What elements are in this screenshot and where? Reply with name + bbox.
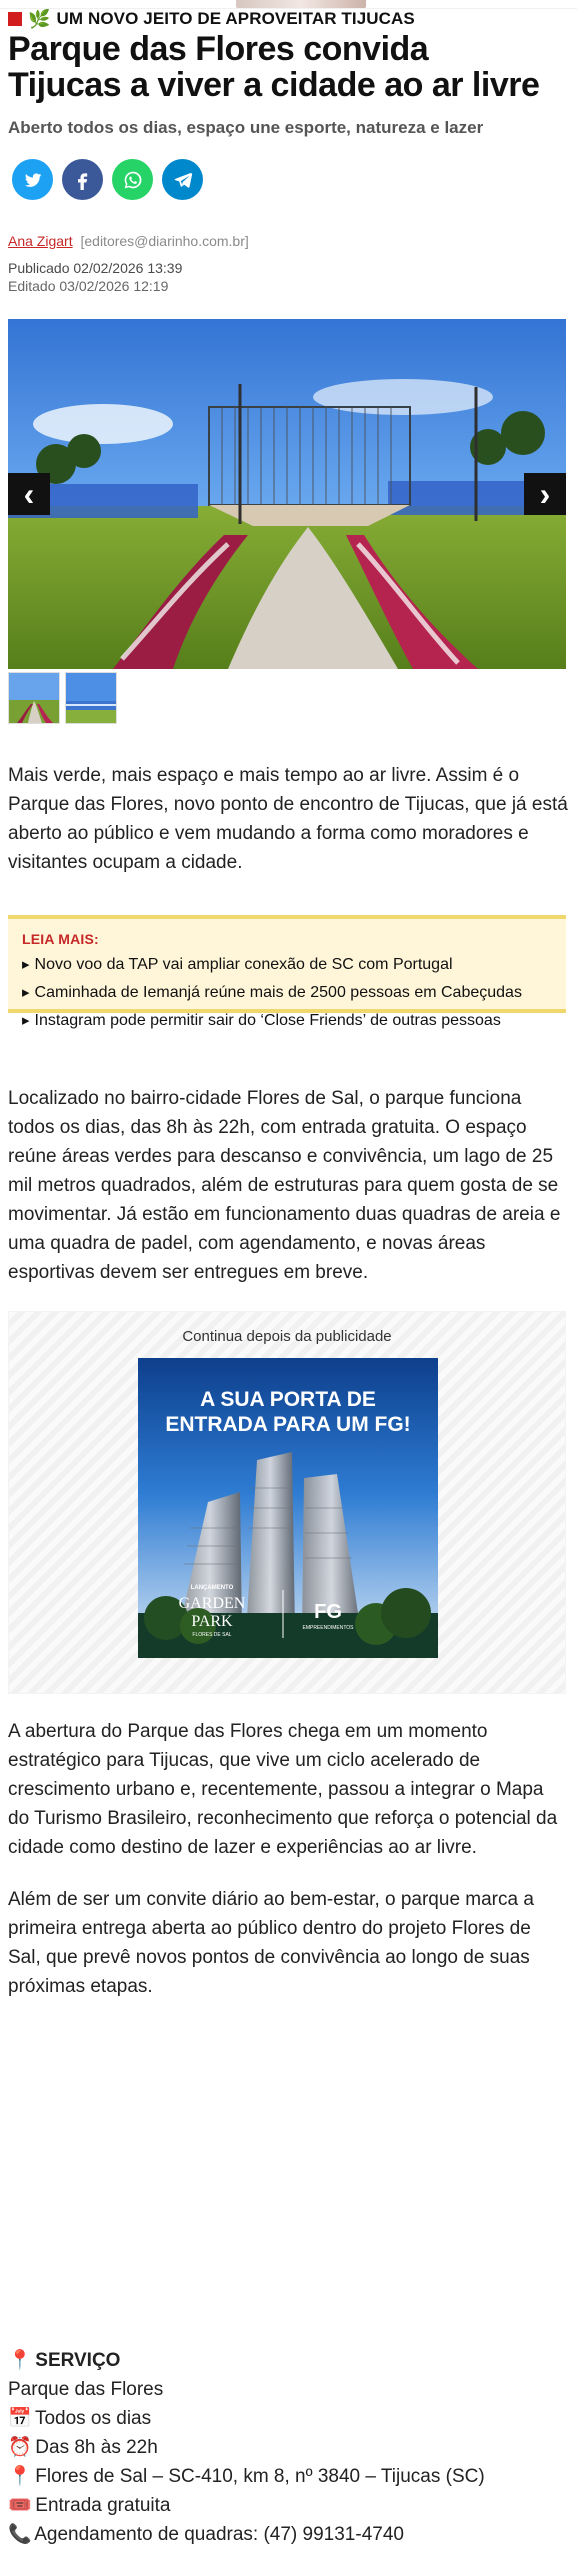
building-ad-image bbox=[138, 1358, 438, 1658]
triangle-right-icon: ▸ bbox=[22, 956, 30, 973]
whatsapp-icon bbox=[123, 170, 143, 190]
related-links-box bbox=[8, 915, 566, 1029]
related-link-text: Caminhada de Iemanjá reúne mais de 2500 pessoas em Cabeçudas bbox=[34, 984, 522, 1001]
service-info bbox=[8, 2346, 548, 2549]
related-links-title: LEIA MAIS: bbox=[22, 931, 99, 947]
telegram-share-button[interactable] bbox=[162, 159, 203, 200]
triangle-right-icon: ▸ bbox=[22, 984, 30, 1001]
author-email: [editores@diarinho.com.br] bbox=[80, 233, 249, 249]
facebook-icon bbox=[73, 170, 93, 190]
ad-logo-sub: EMPREENDIMENTOS bbox=[302, 1625, 354, 1631]
whatsapp-share-button[interactable] bbox=[112, 159, 153, 200]
thumbnail-image bbox=[66, 673, 116, 723]
gallery-thumbnails bbox=[8, 672, 117, 724]
phone-icon: 📞 bbox=[8, 2524, 32, 2545]
article-paragraph: A abertura do Parque das Flores chega em um momento estratégico para Tijucas, que vive um ciclo acelerado de crescimento urbano e, recentemente, passou a integrar o Mapa do Turismo Brasileiro, reconhecimento que reforça o potencial da cidade como destino de lazer e experiências ao ar livre. bbox=[8, 1721, 558, 1858]
pin-icon: 📍 bbox=[8, 2350, 32, 2371]
service-name: Parque das Flores bbox=[8, 2379, 164, 2400]
ad-brand-tag: FLORES DE SAL bbox=[192, 1632, 232, 1638]
pin-icon: 📍 bbox=[8, 2466, 32, 2487]
kicker bbox=[8, 9, 415, 29]
service-days: Todos os dias bbox=[34, 2408, 152, 2429]
article-paragraph: Localizado no bairro-cidade Flores de Sal, o parque funciona todos os dias, das 8h às 22h, com entrada gratuita. O espaço reúne áreas verdes para descanso e convivência, um lago de 25 mil metros quadrados, além de estruturas para quem gosta de se movimentar. Já estão em funcionamento duas quadras de areia e uma quadra de padel, com agendamento, e novas áreas esportivas devem ser entregues em breve. bbox=[8, 1088, 561, 1283]
related-link[interactable] bbox=[22, 1011, 552, 1031]
related-link-text: Instagram pode permitir sair do ‘Close Friends’ de outras pessoas bbox=[34, 1012, 501, 1029]
service-address: Flores de Sal – SC-410, km 8, nº 3840 – Tijucas (SC) bbox=[35, 2466, 485, 2487]
chevron-left-icon: ‹ bbox=[23, 476, 35, 512]
photo-gallery[interactable] bbox=[8, 319, 566, 669]
kicker-text: UM NOVO JEITO DE APROVEITAR TIJUCAS bbox=[56, 9, 415, 28]
calendar-icon: 📅 bbox=[8, 2408, 32, 2429]
service-hours: Das 8h às 22h bbox=[35, 2437, 158, 2458]
leaf-icon: 🌿 bbox=[28, 9, 51, 29]
twitter-icon bbox=[23, 170, 43, 190]
article-title: Parque das Flores convida Tijucas a viver a cidade ao ar livre bbox=[8, 30, 540, 104]
gallery-thumbnail[interactable] bbox=[65, 672, 117, 724]
triangle-right-icon: ▸ bbox=[22, 1012, 30, 1029]
ad-brand-line1: GARDEN bbox=[178, 1595, 246, 1612]
chevron-right-icon: › bbox=[539, 476, 551, 512]
ad-creative[interactable] bbox=[138, 1358, 438, 1658]
clock-icon: ⏰ bbox=[8, 2437, 32, 2458]
service-entry: Entrada gratuita bbox=[35, 2495, 171, 2516]
ad-headline-line1: A SUA PORTA DE bbox=[200, 1388, 376, 1411]
related-link[interactable] bbox=[22, 983, 552, 1003]
gallery-prev-button[interactable] bbox=[8, 473, 50, 515]
ad-label: Continua depois da publicidade bbox=[182, 1328, 392, 1345]
kicker-square-icon bbox=[8, 12, 22, 26]
article-paragraph: Além de ser um convite diário ao bem-estar, o parque marca a primeira entrega aberta ao público dentro do projeto Flores de Sal, que prevê novos pontos de convivência ao longo de suas próximas etapas. bbox=[8, 1889, 534, 1997]
service-phone: Agendamento de quadras: (47) 99131-4740 bbox=[34, 2524, 404, 2545]
ticket-icon: 🎟️ bbox=[8, 2495, 32, 2516]
thumbnail-image bbox=[9, 673, 59, 723]
published-date: Publicado 02/02/2026 13:39 bbox=[8, 260, 183, 276]
ad-brand-line2: PARK bbox=[191, 1613, 233, 1630]
gallery-next-button[interactable] bbox=[524, 473, 566, 515]
park-photo bbox=[8, 319, 566, 669]
edited-date: Editado 03/02/2026 12:19 bbox=[8, 278, 169, 294]
article-meta bbox=[8, 232, 249, 295]
ad-headline-line2: ENTRADA PARA UM FG! bbox=[165, 1413, 411, 1436]
twitter-share-button[interactable] bbox=[12, 159, 53, 200]
ad-logo: FG bbox=[314, 1601, 342, 1623]
author-link[interactable]: Ana Zigart bbox=[8, 233, 73, 249]
ad-container bbox=[8, 1311, 566, 1694]
gallery-thumbnail[interactable] bbox=[8, 672, 60, 724]
article-subtitle: Aberto todos os dias, espaço une esporte, natureza e lazer bbox=[8, 118, 484, 137]
facebook-share-button[interactable] bbox=[62, 159, 103, 200]
service-title: SERVIÇO bbox=[35, 2350, 121, 2371]
telegram-icon bbox=[173, 170, 193, 190]
ad-brand-small: LANÇAMENTO bbox=[190, 1585, 234, 1591]
article-paragraph: Mais verde, mais espaço e mais tempo ao ar livre. Assim é o Parque das Flores, novo ponto de encontro de Tijucas, que já está aberto ao público e vem mudando a forma como moradores e visitantes ocupam a cidade. bbox=[8, 765, 568, 873]
related-link-text: Novo voo da TAP vai ampliar conexão de SC com Portugal bbox=[34, 956, 453, 973]
related-link[interactable] bbox=[22, 955, 552, 975]
share-buttons bbox=[12, 159, 203, 200]
